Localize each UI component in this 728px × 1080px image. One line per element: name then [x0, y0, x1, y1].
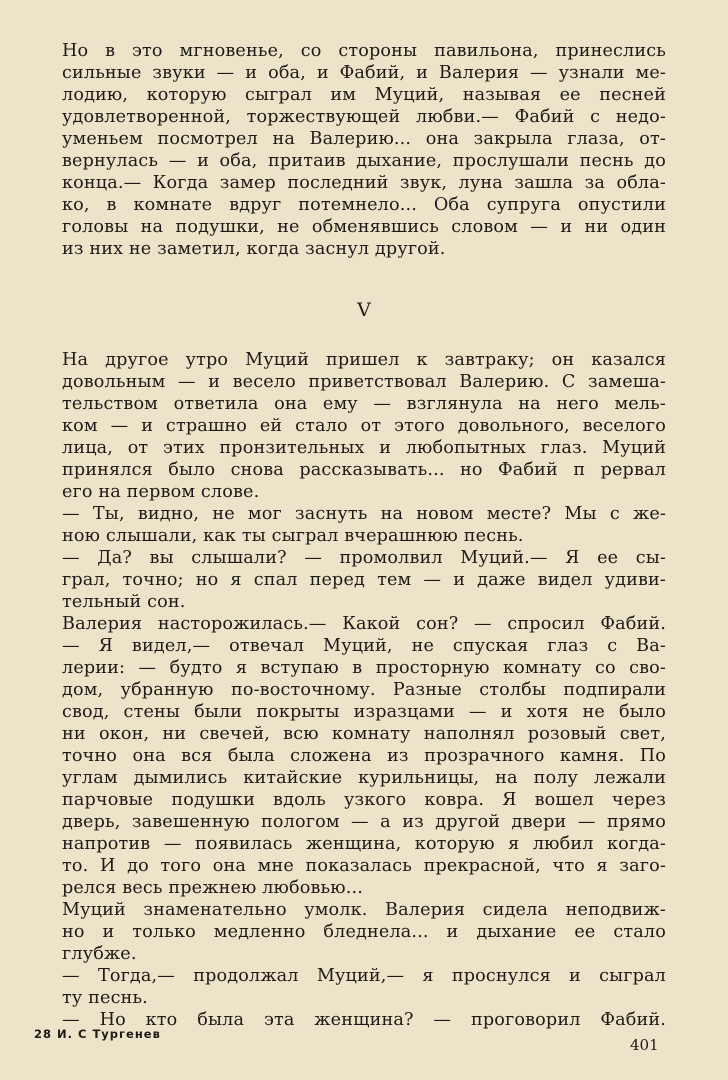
- text-line: ною слышали, как ты сыграл вчерашнюю песнь.: [62, 526, 524, 546]
- text-line: напротив — появилась женщина, которую я любил когда-: [62, 834, 666, 854]
- text-line: ко, в комнате вдруг потемнело... Оба супруга опустили: [62, 195, 666, 215]
- text-line: ком — и страшно ей стало от этого довольного, веселого: [62, 416, 666, 436]
- text-line: из них не заметил, когда заснул другой.: [62, 239, 446, 259]
- text-line: — Ты, видно, не мог заснуть на новом месте? Мы с же-: [62, 504, 666, 524]
- text-line: конца.— Когда замер последний звук, луна зашла за обла-: [62, 173, 666, 193]
- text-line: углам дымились китайские курильницы, на полу лежали: [62, 768, 666, 788]
- text-line: — Да? вы слышали? — промолвил Муций.— Я ее сы-: [62, 548, 666, 568]
- text-line: парчовые подушки вдоль узкого ковра. Я вошел через: [62, 790, 666, 810]
- text-line: вернулась — и оба, притаив дыхание, прослушали песнь до: [62, 151, 666, 171]
- text-line: — Тогда,— продолжал Муций,— я проснулся и сыграл: [62, 966, 666, 986]
- text-line: лерии: — будто я вступаю в просторную комнату со сво-: [62, 658, 666, 678]
- text-line: принялся было снова рассказывать... но Фабий п рервал: [62, 460, 666, 480]
- text-line: На другое утро Муций пришел к завтраку; он казался: [62, 350, 666, 370]
- text-line: Муций знаменательно умолк. Валерия сидела неподвиж-: [62, 900, 666, 920]
- text-line: — Но кто была эта женщина? — проговорил Фабий.: [62, 1010, 666, 1030]
- text-line: то. И до того она мне показалась прекрасной, что я заго-: [62, 856, 666, 876]
- text-line: но и только медленно бледнела... и дыхание ее стало: [62, 922, 666, 942]
- text-line: его на первом слове.: [62, 482, 260, 502]
- text-line: дверь, завешенную пологом — а из другой двери — прямо: [62, 812, 666, 832]
- text-line: точно она вся была сложена из прозрачного камня. По: [62, 746, 666, 766]
- text-line: грал, точно; но я спал перед тем — и даже видел удиви-: [62, 570, 666, 590]
- text-line: дом, убранную по-восточному. Разные столбы подпирали: [62, 680, 666, 700]
- page-number: 401: [630, 1036, 659, 1054]
- text-line: — Я видел,— отвечал Муций, не спуская глаз с Ва-: [62, 636, 666, 656]
- chapter-heading: V: [357, 299, 371, 321]
- text-line: тельством ответила она ему — взглянула на него мель-: [62, 394, 666, 414]
- text-line: Валерия насторожилась.— Какой сон? — спросил Фабий.: [62, 614, 666, 634]
- text-line: глубже.: [62, 944, 137, 964]
- text-line: лодию, которую сыграл им Муций, называя ее песней: [62, 85, 666, 105]
- text-line: ни окон, ни свечей, всю комнату наполнял розовый свет,: [62, 724, 666, 744]
- text-line: уменьем посмотрел на Валерию... она закрыла глаза, от-: [62, 129, 666, 149]
- text-line: лица, от этих пронзительных и любопытных глаз. Муций: [62, 438, 666, 458]
- text-line: тельный сон.: [62, 592, 186, 612]
- text-line: удовлетворенной, торжествующей любви.— Фабий с недо-: [62, 107, 666, 127]
- text-line: ту песнь.: [62, 988, 148, 1008]
- text-line: сильные звуки — и оба, и Фабий, и Валерия — узнали ме-: [62, 63, 666, 83]
- text-line: головы на подушки, не обменявшись словом — и ни один: [62, 217, 666, 237]
- text-line: довольным — и весело приветствовал Валерию. С замеша-: [62, 372, 666, 392]
- text-line: релся весь прежнею любовью...: [62, 878, 363, 898]
- text-line: Но в это мгновенье, со стороны павильона, принеслись: [62, 41, 666, 61]
- footer-signature: 28 И. С Тургенев: [34, 1027, 161, 1041]
- text-line: свод, стены были покрыты изразцами — и хотя не было: [62, 702, 666, 722]
